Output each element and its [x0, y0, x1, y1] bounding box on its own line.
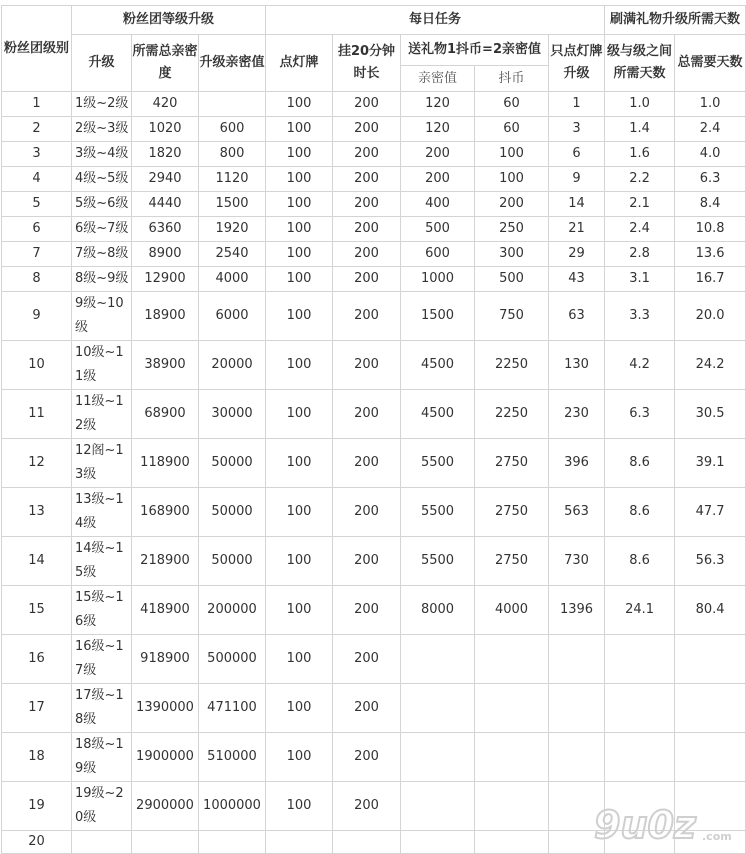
- cell-light-badge: 100: [266, 684, 333, 733]
- cell-days-between: [605, 684, 675, 733]
- cell-light-badge: 100: [266, 635, 333, 684]
- table-row: [2, 217, 746, 242]
- cell-doubi: 2250: [475, 390, 549, 439]
- cell-doubi: 60: [475, 92, 549, 117]
- cell-doubi: 2250: [475, 341, 549, 390]
- cell-level: 18: [2, 733, 72, 782]
- cell-hang-20min: 200: [333, 488, 401, 537]
- cell-level: 1: [2, 92, 72, 117]
- cell-light-badge: 100: [266, 142, 333, 167]
- cell-total-days: 6.3: [675, 167, 746, 192]
- cell-doubi: [475, 635, 549, 684]
- cell-upgrade-intimacy: 800: [199, 142, 266, 167]
- cell-upgrade-intimacy: [199, 831, 266, 854]
- cell-upgrade: 17级~18级: [72, 684, 132, 733]
- cell-total-days: 16.7: [675, 267, 746, 292]
- cell-hang-20min: 200: [333, 267, 401, 292]
- cell-intimacy: [401, 831, 475, 854]
- cell-days-between: 1.4: [605, 117, 675, 142]
- cell-days-between: 8.6: [605, 439, 675, 488]
- cell-hang-20min: 200: [333, 217, 401, 242]
- cell-days-between: 2.1: [605, 192, 675, 217]
- cell-hang-20min: [333, 831, 401, 854]
- cell-light-only: 9: [549, 167, 605, 192]
- cell-light-badge: 100: [266, 390, 333, 439]
- cell-intimacy: 4500: [401, 341, 475, 390]
- watermark-text: 9u0z: [594, 803, 697, 847]
- cell-light-only: 3: [549, 117, 605, 142]
- header-total-days: 总需要天数: [675, 35, 746, 92]
- cell-total-days: [675, 684, 746, 733]
- header-fan-level: 粉丝团级别: [2, 6, 72, 92]
- cell-hang-20min: 200: [333, 341, 401, 390]
- cell-intimacy: 5500: [401, 537, 475, 586]
- cell-upgrade-intimacy: 50000: [199, 488, 266, 537]
- table-row: [2, 92, 746, 117]
- cell-hang-20min: 200: [333, 537, 401, 586]
- table-row: [2, 684, 746, 733]
- cell-upgrade: 14级~15级: [72, 537, 132, 586]
- cell-intimacy: [401, 635, 475, 684]
- cell-days-between: 24.1: [605, 586, 675, 635]
- cell-total-days: 2.4: [675, 117, 746, 142]
- table-row: [2, 192, 746, 217]
- cell-light-badge: [266, 831, 333, 854]
- cell-hang-20min: 200: [333, 292, 401, 341]
- cell-upgrade: 13级~14级: [72, 488, 132, 537]
- cell-level: 11: [2, 390, 72, 439]
- cell-light-only: 230: [549, 390, 605, 439]
- cell-total-intimacy: 168900: [132, 488, 199, 537]
- cell-upgrade-intimacy: 4000: [199, 267, 266, 292]
- cell-doubi: [475, 782, 549, 831]
- cell-upgrade: 1级~2级: [72, 92, 132, 117]
- cell-total-days: 8.4: [675, 192, 746, 217]
- cell-doubi: 500: [475, 267, 549, 292]
- cell-upgrade-intimacy: 200000: [199, 586, 266, 635]
- table-row: [2, 267, 746, 292]
- cell-upgrade: 10级~11级: [72, 341, 132, 390]
- cell-hang-20min: 200: [333, 142, 401, 167]
- cell-hang-20min: 200: [333, 635, 401, 684]
- cell-doubi: 300: [475, 242, 549, 267]
- cell-intimacy: 500: [401, 217, 475, 242]
- cell-light-only: 63: [549, 292, 605, 341]
- cell-upgrade-intimacy: 50000: [199, 537, 266, 586]
- cell-level: 3: [2, 142, 72, 167]
- cell-upgrade-intimacy: 1000000: [199, 782, 266, 831]
- table-row: [2, 341, 746, 390]
- cell-doubi: 100: [475, 167, 549, 192]
- cell-light-only: [549, 684, 605, 733]
- cell-total-days: 56.3: [675, 537, 746, 586]
- cell-light-only: 1: [549, 92, 605, 117]
- cell-level: 15: [2, 586, 72, 635]
- header-intimacy-value: 亲密值: [401, 66, 475, 92]
- table-row: [2, 537, 746, 586]
- cell-upgrade-intimacy: 510000: [199, 733, 266, 782]
- cell-intimacy: 400: [401, 192, 475, 217]
- cell-intimacy: 4500: [401, 390, 475, 439]
- cell-light-only: 6: [549, 142, 605, 167]
- cell-total-days: [675, 635, 746, 684]
- cell-level: 9: [2, 292, 72, 341]
- cell-light-badge: 100: [266, 292, 333, 341]
- cell-days-between: 8.6: [605, 488, 675, 537]
- table-row: [2, 733, 746, 782]
- cell-hang-20min: 200: [333, 439, 401, 488]
- cell-total-intimacy: 38900: [132, 341, 199, 390]
- cell-light-only: [549, 635, 605, 684]
- cell-level: 16: [2, 635, 72, 684]
- header-row-1: [2, 6, 746, 35]
- cell-light-badge: 100: [266, 733, 333, 782]
- cell-total-intimacy: 2900000: [132, 782, 199, 831]
- cell-days-between: 3.1: [605, 267, 675, 292]
- cell-days-between: 3.3: [605, 292, 675, 341]
- cell-upgrade: 2级~3级: [72, 117, 132, 142]
- cell-doubi: [475, 684, 549, 733]
- cell-light-only: 1396: [549, 586, 605, 635]
- cell-light-badge: 100: [266, 192, 333, 217]
- cell-doubi: [475, 831, 549, 854]
- cell-doubi: 750: [475, 292, 549, 341]
- cell-total-intimacy: 12900: [132, 267, 199, 292]
- cell-upgrade: 9级~10级: [72, 292, 132, 341]
- cell-upgrade: 18级~19级: [72, 733, 132, 782]
- cell-intimacy: 120: [401, 117, 475, 142]
- cell-doubi: 200: [475, 192, 549, 217]
- cell-total-intimacy: 918900: [132, 635, 199, 684]
- cell-light-badge: 100: [266, 92, 333, 117]
- cell-intimacy: 1000: [401, 267, 475, 292]
- cell-total-days: 4.0: [675, 142, 746, 167]
- cell-light-only: 563: [549, 488, 605, 537]
- cell-upgrade-intimacy: 1920: [199, 217, 266, 242]
- cell-level: 8: [2, 267, 72, 292]
- cell-light-only: 130: [549, 341, 605, 390]
- cell-days-between: 8.6: [605, 537, 675, 586]
- cell-upgrade-intimacy: 50000: [199, 439, 266, 488]
- cell-doubi: 100: [475, 142, 549, 167]
- cell-total-days: 39.1: [675, 439, 746, 488]
- cell-light-only: 396: [549, 439, 605, 488]
- cell-total-intimacy: 1900000: [132, 733, 199, 782]
- cell-total-days: 24.2: [675, 341, 746, 390]
- cell-level: 12: [2, 439, 72, 488]
- cell-intimacy: 8000: [401, 586, 475, 635]
- cell-light-only: 730: [549, 537, 605, 586]
- header-level-up-group: 粉丝团等级升级: [72, 6, 266, 35]
- cell-upgrade-intimacy: [199, 92, 266, 117]
- cell-light-only: 43: [549, 267, 605, 292]
- cell-level: 2: [2, 117, 72, 142]
- cell-total-intimacy: 18900: [132, 292, 199, 341]
- cell-level: 4: [2, 167, 72, 192]
- cell-upgrade: 6级~7级: [72, 217, 132, 242]
- cell-hang-20min: 200: [333, 242, 401, 267]
- cell-intimacy: 1500: [401, 292, 475, 341]
- cell-days-between: 4.2: [605, 341, 675, 390]
- cell-total-intimacy: 418900: [132, 586, 199, 635]
- cell-hang-20min: 200: [333, 92, 401, 117]
- table-row: [2, 242, 746, 267]
- cell-upgrade-intimacy: 1500: [199, 192, 266, 217]
- table-row: [2, 488, 746, 537]
- cell-hang-20min: 200: [333, 782, 401, 831]
- cell-upgrade-intimacy: 1120: [199, 167, 266, 192]
- cell-days-between: [605, 733, 675, 782]
- cell-doubi: 2750: [475, 488, 549, 537]
- cell-upgrade-intimacy: 20000: [199, 341, 266, 390]
- header-light-only-upgrade: 只点灯牌升级: [549, 35, 605, 92]
- table-row: [2, 142, 746, 167]
- cell-upgrade: 16级~17级: [72, 635, 132, 684]
- cell-light-badge: 100: [266, 117, 333, 142]
- header-light-badge: 点灯牌: [266, 35, 333, 92]
- table-row: [2, 586, 746, 635]
- cell-days-between: 1.6: [605, 142, 675, 167]
- cell-intimacy: 200: [401, 142, 475, 167]
- table-row: [2, 635, 746, 684]
- cell-level: 19: [2, 782, 72, 831]
- header-daily-group: 每日任务: [266, 6, 605, 35]
- cell-upgrade-intimacy: 6000: [199, 292, 266, 341]
- cell-doubi: [475, 733, 549, 782]
- cell-hang-20min: 200: [333, 733, 401, 782]
- cell-total-intimacy: 218900: [132, 537, 199, 586]
- header-total-intimacy: 所需总亲密度: [132, 35, 199, 92]
- cell-upgrade-intimacy: 2540: [199, 242, 266, 267]
- cell-total-intimacy: 68900: [132, 390, 199, 439]
- cell-level: 13: [2, 488, 72, 537]
- cell-upgrade: 3级~4级: [72, 142, 132, 167]
- cell-intimacy: 200: [401, 167, 475, 192]
- cell-upgrade: 12阁~13级: [72, 439, 132, 488]
- cell-days-between: 2.2: [605, 167, 675, 192]
- cell-intimacy: [401, 733, 475, 782]
- cell-light-badge: 100: [266, 586, 333, 635]
- cell-hang-20min: 200: [333, 390, 401, 439]
- cell-light-only: [549, 733, 605, 782]
- header-doubi: 抖币: [475, 66, 549, 92]
- cell-total-days: 13.6: [675, 242, 746, 267]
- cell-upgrade: [72, 831, 132, 854]
- cell-upgrade: 7级~8级: [72, 242, 132, 267]
- cell-upgrade: 15级~16级: [72, 586, 132, 635]
- cell-doubi: 250: [475, 217, 549, 242]
- cell-level: 6: [2, 217, 72, 242]
- cell-level: 17: [2, 684, 72, 733]
- cell-doubi: 60: [475, 117, 549, 142]
- cell-upgrade-intimacy: 500000: [199, 635, 266, 684]
- table-row: [2, 390, 746, 439]
- cell-total-intimacy: 2940: [132, 167, 199, 192]
- cell-upgrade-intimacy: 30000: [199, 390, 266, 439]
- cell-light-only: 14: [549, 192, 605, 217]
- cell-light-badge: 100: [266, 782, 333, 831]
- cell-intimacy: 5500: [401, 488, 475, 537]
- cell-days-between: 1.0: [605, 92, 675, 117]
- table-row: [2, 439, 746, 488]
- cell-total-days: 80.4: [675, 586, 746, 635]
- header-row-2: [2, 35, 746, 66]
- cell-days-between: 2.4: [605, 217, 675, 242]
- cell-days-between: 6.3: [605, 390, 675, 439]
- cell-total-intimacy: 6360: [132, 217, 199, 242]
- header-gift-group: 刷满礼物升级所需天数: [605, 6, 746, 35]
- cell-total-intimacy: [132, 831, 199, 854]
- cell-intimacy: 600: [401, 242, 475, 267]
- cell-total-days: 10.8: [675, 217, 746, 242]
- fan-level-table: [1, 5, 746, 854]
- cell-light-badge: 100: [266, 341, 333, 390]
- table-row: [2, 292, 746, 341]
- table-row: [2, 167, 746, 192]
- cell-light-only: 29: [549, 242, 605, 267]
- cell-light-badge: 100: [266, 537, 333, 586]
- cell-upgrade: 5级~6级: [72, 192, 132, 217]
- cell-total-intimacy: 8900: [132, 242, 199, 267]
- cell-doubi: 2750: [475, 439, 549, 488]
- cell-upgrade: 4级~5级: [72, 167, 132, 192]
- header-hang-20min: 挂20分钟时长: [333, 35, 401, 92]
- header-send-gift: 送礼物1抖币=2亲密值: [401, 35, 549, 66]
- cell-doubi: 4000: [475, 586, 549, 635]
- cell-level: 14: [2, 537, 72, 586]
- cell-total-days: [675, 733, 746, 782]
- cell-level: 7: [2, 242, 72, 267]
- cell-intimacy: 120: [401, 92, 475, 117]
- cell-hang-20min: 200: [333, 684, 401, 733]
- cell-level: 20: [2, 831, 72, 854]
- cell-level: 10: [2, 341, 72, 390]
- cell-upgrade: 11级~12级: [72, 390, 132, 439]
- cell-light-badge: 100: [266, 439, 333, 488]
- table-body: [2, 6, 746, 854]
- cell-light-badge: 100: [266, 167, 333, 192]
- cell-light-badge: 100: [266, 217, 333, 242]
- header-upgrade: 升级: [72, 35, 132, 92]
- cell-level: 5: [2, 192, 72, 217]
- cell-light-badge: 100: [266, 242, 333, 267]
- cell-total-days: 47.7: [675, 488, 746, 537]
- cell-total-intimacy: 118900: [132, 439, 199, 488]
- cell-total-days: 20.0: [675, 292, 746, 341]
- cell-total-days: 30.5: [675, 390, 746, 439]
- cell-hang-20min: 200: [333, 192, 401, 217]
- cell-days-between: [605, 635, 675, 684]
- cell-upgrade: 19级~20级: [72, 782, 132, 831]
- cell-intimacy: [401, 782, 475, 831]
- cell-days-between: 2.8: [605, 242, 675, 267]
- table-row: [2, 117, 746, 142]
- cell-upgrade: 8级~9级: [72, 267, 132, 292]
- cell-total-intimacy: 4440: [132, 192, 199, 217]
- watermark-suffix: .com: [702, 830, 732, 843]
- cell-hang-20min: 200: [333, 167, 401, 192]
- cell-total-intimacy: 1390000: [132, 684, 199, 733]
- cell-light-only: 21: [549, 217, 605, 242]
- header-upgrade-intimacy: 升级亲密值: [199, 35, 266, 92]
- header-days-between: 级与级之间所需天数: [605, 35, 675, 92]
- cell-total-intimacy: 1020: [132, 117, 199, 142]
- cell-total-intimacy: 1820: [132, 142, 199, 167]
- cell-light-badge: 100: [266, 267, 333, 292]
- cell-upgrade-intimacy: 471100: [199, 684, 266, 733]
- cell-light-badge: 100: [266, 488, 333, 537]
- cell-upgrade-intimacy: 600: [199, 117, 266, 142]
- cell-intimacy: [401, 684, 475, 733]
- watermark-logo: [590, 800, 740, 848]
- cell-intimacy: 5500: [401, 439, 475, 488]
- cell-hang-20min: 200: [333, 586, 401, 635]
- cell-total-intimacy: 420: [132, 92, 199, 117]
- cell-doubi: 2750: [475, 537, 549, 586]
- cell-total-days: 1.0: [675, 92, 746, 117]
- cell-hang-20min: 200: [333, 117, 401, 142]
